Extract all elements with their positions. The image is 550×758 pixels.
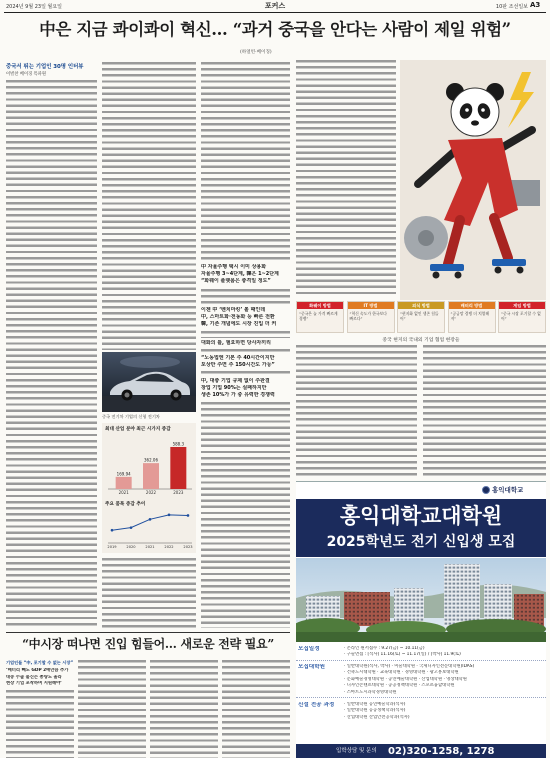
panda-robot-illustration (400, 60, 546, 300)
contact-phone: 02)320-1258, 1278 (388, 746, 495, 757)
campus-photo (296, 558, 546, 642)
line-category-label: 2021 (145, 545, 155, 549)
line-category-label: 2020 (126, 545, 136, 549)
body-text-block (102, 62, 196, 350)
ad-title: 홍익대학교대학원 (339, 504, 503, 528)
quote-box-title: 게임 방법 (499, 302, 545, 309)
university-ad (296, 481, 546, 758)
ad-row-line: · 일반대학원 공연예술학과(석사) (344, 702, 406, 707)
quote-box-text: “혁신 속도가 한국보다 빠르다” (349, 311, 387, 322)
body-text-block (296, 60, 396, 298)
gear-hub (418, 230, 434, 246)
line-point-2021 (149, 518, 152, 521)
subhead-line: “화웨이 플랫폼은 충격일 정도” (201, 278, 271, 284)
ad-row-line: · 일반대학원(석사, 박사) · 미술대학원 · 국제디자인전문대학원(IDAS) (344, 664, 475, 669)
panda-head (451, 88, 499, 136)
ad-row-line: · 구술면접 : [석사] 11.16(토) ~ 11.17(일) / [박사] 11.9(토) (344, 652, 461, 658)
subhead-line: 생존 10%가 가 중 유력한 경쟁력 (201, 392, 275, 398)
ad-row-label: 모집일정 (298, 646, 320, 652)
panda-eye (465, 108, 469, 112)
skate-wheel (495, 267, 502, 274)
line-point-2020 (130, 526, 133, 529)
body-text-block (201, 331, 290, 338)
body-text-block (150, 660, 218, 758)
university-emblem-icon (482, 486, 490, 494)
line-category-label: 2022 (164, 545, 174, 549)
ad-row-line: · 디자인콘텐츠대학원 · 공공정책대학원 · 스포츠융합대학원 (344, 683, 455, 689)
bar-category-label: 2022 (145, 490, 157, 495)
roller-skate (492, 259, 526, 266)
tall-campus-tower (444, 564, 480, 626)
body-text-block (6, 80, 97, 628)
ad-row-content (344, 702, 544, 721)
quote-box (347, 301, 395, 333)
body-text-block (222, 660, 290, 758)
line-point-2023 (187, 514, 190, 517)
bar-value-label: 588.3 (172, 441, 185, 447)
body-text-block (201, 62, 290, 262)
ad-row-graduate-schools (296, 662, 546, 698)
ad-title-panel (296, 499, 546, 557)
car-photo (102, 352, 196, 412)
bar-2021 (116, 477, 132, 489)
subhead-line: 창업 기업 90%는 실패하지만 (201, 385, 267, 391)
subhead-line: 대화의 틀, 필요하면 당사자끼리 (201, 340, 271, 346)
subhead-line: 中, 스마트화·전동화 등 빠른 전환 (201, 314, 275, 320)
quote-box-text: “공급망 경쟁 더 치열해져” (450, 311, 490, 322)
ad-row-label: 신설 전공 과정 (298, 702, 335, 708)
skate-wheel (455, 272, 462, 279)
chart-panel (102, 423, 196, 553)
ad-row-label: 모집대학원 (298, 664, 326, 670)
skate-wheel (433, 272, 440, 279)
bottom-headline: “中시장 떠나면 진입 힘들어… 새로운 전략 필요” (22, 637, 274, 651)
bottom-subhead (6, 668, 74, 688)
ad-row-new-programs (296, 700, 546, 724)
line-chart-title: 주요 품목 증감 추이 (105, 502, 146, 507)
main-headline: 中은 지금 콰이콰이 혁신… “과거 중국을 안다는 사람이 제일 위험” (39, 20, 511, 39)
masthead-rule (4, 12, 546, 13)
panda-nose (471, 120, 479, 125)
line-series (112, 515, 188, 530)
subhead-line: “노동법엔 기본 주 40시간이지만 (201, 355, 275, 361)
quote-box (498, 301, 546, 333)
body-text-block (423, 345, 546, 477)
subhead-line: 현장 기업 포착하며 지원해야’ (6, 681, 62, 687)
masthead-date: 2024년 9월 23일 월요일 (6, 4, 63, 10)
subhead-line: 中, 대충 기업 규제 없이 주판결 (201, 378, 270, 384)
ad-row-line: · 온라인 원서접수 : 9.27(금) ~ 10.11(금) (344, 646, 425, 651)
subhead-line: 中 자율주행 택시 이미 상용화 (201, 264, 267, 270)
quote-box (296, 301, 344, 333)
wheel-rim (174, 393, 179, 398)
foreground-green (296, 632, 546, 642)
bottom-story-rule (6, 632, 290, 633)
line-point-2022 (168, 514, 171, 517)
subhead-line: ‘배터리 빼도 GDP 2배만큼 추가 (6, 668, 69, 673)
ad-logo (482, 485, 544, 495)
subhead-startups (201, 378, 290, 399)
roller-skate (430, 264, 464, 271)
edition-label: 10판 조선일보 (495, 4, 528, 10)
ad-row-schedule (296, 644, 546, 661)
reporter-byline: 이벌찬 베이징 특파원 (6, 72, 47, 77)
body-text-block (201, 349, 290, 354)
bar-2022 (143, 463, 159, 489)
body-text-block (6, 690, 74, 758)
ad-contact-bar (296, 744, 546, 758)
subhead-labor-law (201, 355, 290, 369)
quote-box-title: 외식 방법 (398, 302, 444, 309)
ad-row-line: · 일반대학원 공공정책학과(석사) (344, 708, 406, 714)
line-point-2019 (111, 529, 114, 532)
body-text-block (201, 289, 290, 305)
campus-building (394, 588, 424, 626)
ad-logo-text: 홍익대학교 (492, 486, 524, 494)
quote-box-title: 배터리 방법 (449, 302, 495, 309)
panda-eye (481, 108, 485, 112)
page-number: A3 (530, 1, 541, 9)
illustration-caption: 중국 현지의 국내외 기업 협업 현장들 (382, 338, 460, 343)
ad-info-table (296, 644, 546, 744)
showroom-floor (102, 396, 196, 412)
subhead-line: 포상만 주면 주 150시간도 가능” (201, 362, 275, 368)
quote-box-text: “중국은 늘 가격 빠르게 경쟁” (299, 311, 338, 322)
ad-row-line: · 스마트도시과학경영대학원 (344, 689, 397, 695)
ad-subtitle: 2025학년도 전기 신입생 모집 (326, 534, 516, 550)
bar-value-label: 362.06 (144, 457, 158, 463)
spotlight (120, 356, 180, 368)
quote-box-title: IT 방법 (348, 302, 394, 309)
quote-box-text: “중국 시장 포기할 수 없어” (501, 311, 541, 322)
subhead-line: 대중 수출 불신는 총량도 올라 (6, 674, 62, 680)
line-category-label: 2023 (183, 545, 193, 549)
bar-value-label: 169.94 (116, 471, 131, 477)
dateline: (하얼빈·베이징) (240, 50, 272, 55)
subhead-line: 韓, 기존 개념에도 시장 진입 더 커 (201, 321, 277, 327)
quote-box-title: 화웨이 방법 (297, 302, 343, 309)
subhead-dialogue (201, 340, 290, 347)
section-name: 포커스 (264, 2, 286, 10)
story-kicker: 중국서 뛰는 기업인 30명 인터뷰 (6, 64, 84, 70)
ad-row-content (344, 646, 544, 659)
subhead-line: 자율주행 3~4단계, 韓은 1~2단계 (201, 271, 279, 277)
contact-label: 입학상담 및 문의 (336, 748, 377, 754)
subhead-line: 이젠 中 ‘벤치마킹’ 볼 때인데 (201, 307, 266, 313)
bottom-kicker: 기업인들 “中, 포기할 수 없는 시장” (6, 660, 74, 665)
ad-row-content (344, 664, 544, 696)
quote-box-text: “현지화 없인 생존 힘들어” (400, 311, 439, 322)
bar-2023 (170, 447, 186, 489)
line-category-label: 2019 (107, 545, 117, 549)
wheel-rim (125, 393, 130, 398)
quote-box (448, 301, 496, 333)
brick-building (344, 592, 390, 626)
subhead-benchmarking (201, 307, 290, 328)
car-photo-caption: 중국 전기차 기업의 신형 전기차 (102, 414, 160, 419)
body-text-block (296, 345, 417, 477)
bar-chart-title: 최대 산업 분야 최근 시가지 증감 (105, 427, 171, 432)
bar-category-label: 2021 (118, 490, 129, 495)
body-text-block (102, 558, 196, 628)
quote-box (397, 301, 445, 333)
body-text-block (78, 660, 146, 758)
skate-wheel (517, 267, 524, 274)
body-text-block (201, 402, 290, 628)
bar-category-label: 2023 (173, 490, 184, 495)
ad-row-line: · 건축도시대학원 · 교육대학원 · 경영대학원 · 광고홍보대학원 (344, 670, 459, 676)
ad-row-line: · 산업대학원 산업안전공학과(석사) (344, 714, 410, 720)
subhead-autonomous-driving (201, 264, 290, 285)
body-text-block (201, 371, 290, 376)
ad-row-line: · 문화예술경영대학원 · 공연예술대학원 · 산업대학원 · 영상대학원 (344, 676, 467, 682)
